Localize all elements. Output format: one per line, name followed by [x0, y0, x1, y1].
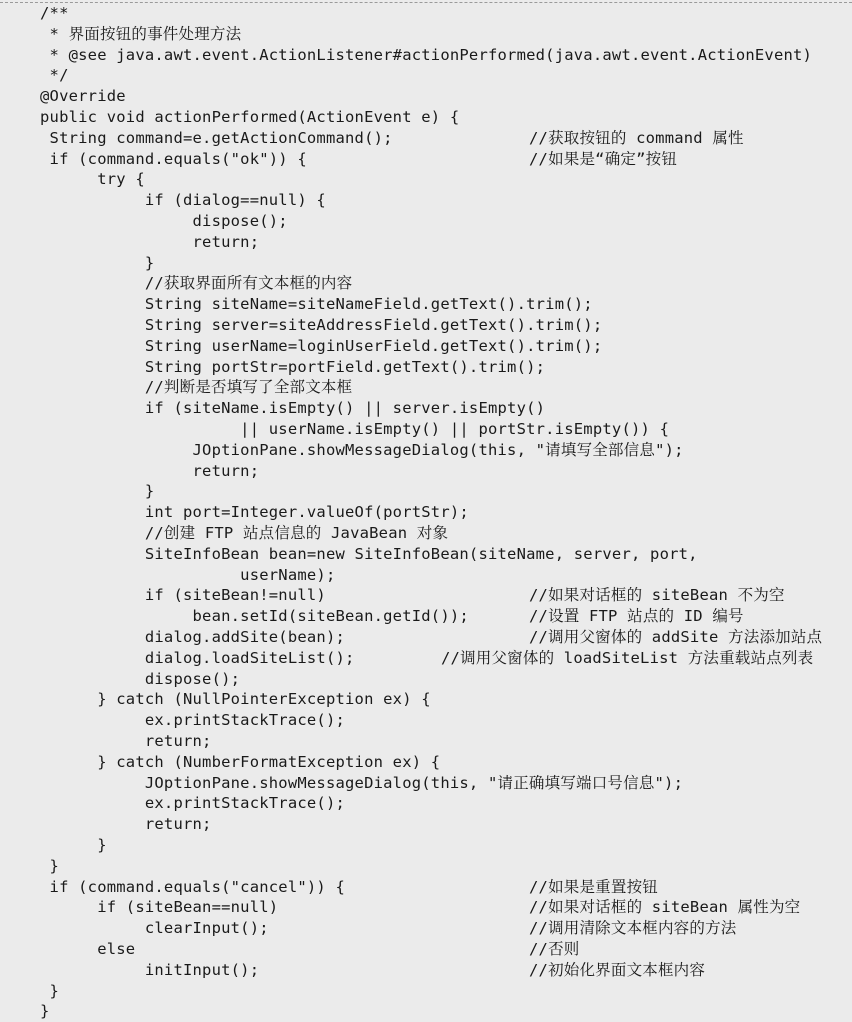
- code-line: [0, 669, 852, 690]
- code-text: /**: [40, 4, 69, 22]
- code-text: clearInput();: [40, 919, 269, 938]
- code-line: [0, 211, 852, 232]
- code-line: [0, 773, 852, 794]
- code-text: return;: [40, 815, 212, 834]
- code-line: [0, 877, 852, 898]
- code-text: String portStr=portField.getText().trim();: [40, 357, 546, 376]
- code-text: //创建 FTP 站点信息的 JavaBean 对象: [40, 524, 449, 542]
- code-text: ex.printStackTrace();: [40, 794, 346, 813]
- code-text: return;: [40, 232, 260, 251]
- code-line: [0, 190, 852, 211]
- code-comment: //调用父窗体的 loadSiteList 方法重载站点列表: [441, 648, 814, 667]
- code-line: [0, 398, 852, 419]
- code-line: [0, 377, 852, 398]
- code-text: if (command.equals("ok")) {: [40, 149, 307, 168]
- code-text: dialog.addSite(bean);: [40, 628, 346, 646]
- code-comment: //如果是重置按钮: [529, 877, 658, 896]
- code-line: [0, 918, 852, 939]
- code-line: [0, 814, 852, 835]
- code-line: [0, 169, 852, 190]
- code-text: public void actionPerformed(ActionEvent e) {: [40, 108, 460, 126]
- code-comment: //否则: [529, 940, 580, 958]
- code-line: [0, 502, 852, 523]
- code-text: else: [40, 940, 136, 958]
- code-text: ex.printStackTrace();: [40, 711, 346, 730]
- code-comment: //调用父窗体的 addSite 方法添加站点: [529, 628, 823, 646]
- code-line: [0, 981, 852, 1002]
- code-line: [0, 752, 852, 773]
- code-text: if (command.equals("cancel")) {: [40, 877, 346, 896]
- code-line: [0, 128, 852, 149]
- code-text: try {: [40, 170, 145, 189]
- code-listing: [0, 2, 852, 1022]
- code-comment: //如果是“确定”按钮: [529, 149, 678, 168]
- code-text: }: [40, 981, 60, 1000]
- code-text: String siteName=siteNameField.getText().trim();: [40, 295, 593, 314]
- code-line: [0, 523, 852, 544]
- code-comment: //调用清除文本框内容的方法: [529, 919, 737, 938]
- code-text: if (siteName.isEmpty() || server.isEmpty(): [40, 399, 546, 418]
- code-line: [0, 273, 852, 294]
- code-text: * @see java.awt.event.ActionListener#actionPerformed(java.awt.event.ActionEvent): [40, 45, 813, 64]
- code-line: [0, 107, 852, 128]
- code-text: dispose();: [40, 212, 288, 230]
- code-text: if (siteBean!=null): [40, 586, 326, 605]
- code-line: [0, 731, 852, 752]
- code-line: [0, 336, 852, 357]
- code-line: [0, 419, 852, 440]
- code-text: if (siteBean==null): [40, 898, 279, 917]
- code-text: }: [40, 1002, 50, 1021]
- code-comment: //初始化界面文本框内容: [529, 960, 706, 979]
- code-text: //判断是否填写了全部文本框: [40, 378, 353, 397]
- code-line: [0, 648, 852, 669]
- code-text: JOptionPane.showMessageDialog(this, "请正确填写端口号信息");: [40, 773, 684, 792]
- code-text: @Override: [40, 87, 126, 106]
- code-line: [0, 627, 852, 648]
- code-line: [0, 606, 852, 627]
- code-text: }: [40, 856, 60, 875]
- code-line: [0, 939, 852, 960]
- code-text: */: [40, 66, 69, 85]
- code-line: [0, 24, 852, 45]
- code-line: [0, 440, 852, 461]
- code-text: int port=Integer.valueOf(portStr);: [40, 503, 469, 522]
- code-text: //获取界面所有文本框的内容: [40, 274, 353, 293]
- code-line: [0, 960, 852, 981]
- code-line: [0, 710, 852, 731]
- code-text: initInput();: [40, 960, 260, 979]
- code-line: [0, 65, 852, 86]
- code-text: return;: [40, 461, 260, 480]
- code-line: [0, 357, 852, 378]
- code-comment: //设置 FTP 站点的 ID 编号: [529, 607, 744, 626]
- code-line: [0, 565, 852, 586]
- code-line: [0, 897, 852, 918]
- code-line: [0, 232, 852, 253]
- code-line: [0, 149, 852, 170]
- code-text: }: [40, 482, 155, 501]
- code-line: [0, 544, 852, 565]
- code-line: [0, 45, 852, 66]
- code-line: [0, 86, 852, 107]
- code-text: } catch (NumberFormatException ex) {: [40, 752, 441, 771]
- code-line: [0, 294, 852, 315]
- code-line: [0, 461, 852, 482]
- code-line: [0, 835, 852, 856]
- code-line: [0, 481, 852, 502]
- code-text: return;: [40, 732, 212, 750]
- code-comment: //获取按钮的 command 属性: [529, 128, 744, 147]
- code-text: || userName.isEmpty() || portStr.isEmpty()) {: [40, 420, 670, 438]
- code-line: [0, 253, 852, 274]
- code-text: SiteInfoBean bean=new SiteInfoBean(siteName, server, port,: [40, 544, 698, 563]
- code-line: [0, 689, 852, 710]
- code-line: [0, 315, 852, 336]
- code-text: }: [40, 253, 155, 272]
- code-line: [0, 3, 852, 24]
- code-text: }: [40, 836, 107, 854]
- code-line: [0, 585, 852, 606]
- code-text: String command=e.getActionCommand();: [40, 128, 393, 147]
- code-comment: //如果对话框的 siteBean 不为空: [529, 586, 785, 605]
- code-text: bean.setId(siteBean.getId());: [40, 607, 469, 626]
- code-text: if (dialog==null) {: [40, 191, 326, 210]
- code-text: String server=siteAddressField.getText().trim();: [40, 316, 603, 334]
- code-comment: //如果对话框的 siteBean 属性为空: [529, 898, 801, 917]
- code-text: JOptionPane.showMessageDialog(this, "请填写全部信息");: [40, 440, 684, 459]
- code-text: * 界面按钮的事件处理方法: [40, 24, 242, 43]
- code-text: userName);: [40, 565, 336, 584]
- code-text: dialog.loadSiteList();: [40, 648, 355, 667]
- code-text: dispose();: [40, 669, 241, 688]
- code-line: [0, 1001, 852, 1022]
- code-line: [0, 856, 852, 877]
- code-text: } catch (NullPointerException ex) {: [40, 690, 431, 709]
- code-line: [0, 793, 852, 814]
- code-text: String userName=loginUserField.getText().trim();: [40, 336, 603, 355]
